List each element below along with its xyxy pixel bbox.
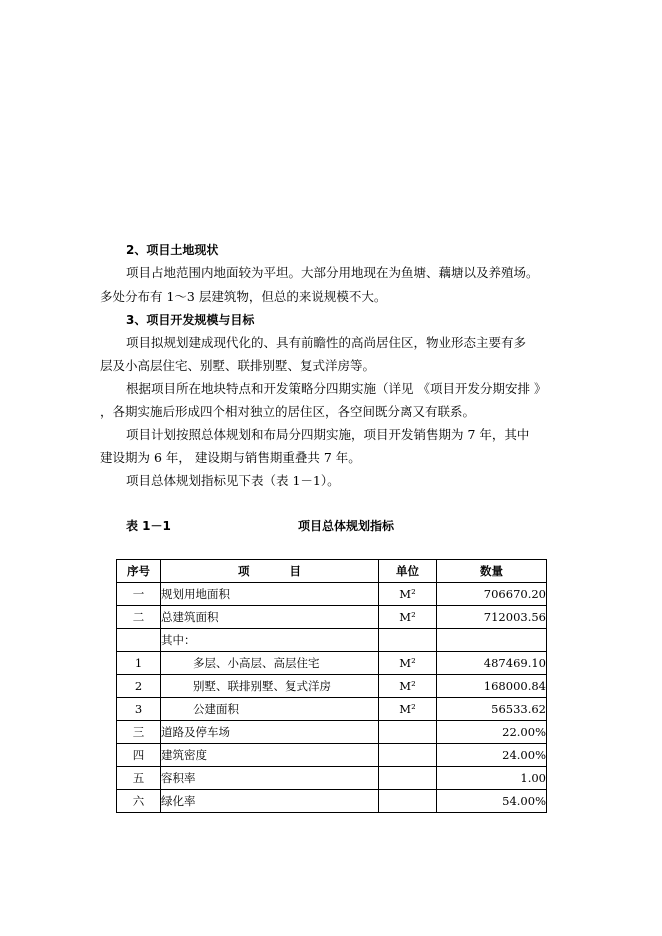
header-unit: 单位 — [379, 560, 437, 583]
row-value — [437, 629, 547, 652]
table-row — [117, 698, 547, 721]
row-unit: M² — [379, 652, 437, 675]
section-2-heading: 2、项目土地现状 — [126, 243, 219, 257]
row-value: 712003.56 — [437, 606, 547, 629]
section-2-paragraph-line-1: 项目占地范围内地面较为平坦。大部分用地现在为鱼塘、藕塘以及养殖场。 — [126, 265, 539, 280]
row-item: 总建筑面积 — [161, 606, 379, 629]
row-item: 公建面积 — [161, 698, 379, 721]
row-index: 2 — [117, 675, 161, 698]
section-3-p1-line-1: 项目拟规划建成现代化的、具有前瞻性的高尚居住区，物业形态主要有多 — [126, 335, 527, 350]
table-number: 表 1－1 — [126, 519, 171, 533]
table-row — [117, 767, 547, 790]
row-item: 建筑密度 — [161, 744, 379, 767]
table-row — [117, 629, 547, 652]
section-3-p3-line-2: 建设期为 6 年， 建设期与销售期重叠共 7 年。 — [100, 450, 361, 465]
row-item: 规划用地面积 — [161, 583, 379, 606]
row-index: 六 — [117, 790, 161, 813]
row-item: 绿化率 — [161, 790, 379, 813]
row-value: 168000.84 — [437, 675, 547, 698]
table-title: 项目总体规划指标 — [298, 519, 395, 533]
header-index: 序号 — [117, 560, 161, 583]
row-unit: M² — [379, 698, 437, 721]
row-index: 三 — [117, 721, 161, 744]
table-row — [117, 721, 547, 744]
table-row — [117, 744, 547, 767]
row-value: 56533.62 — [437, 698, 547, 721]
row-value: 54.00% — [437, 790, 547, 813]
row-index: 四 — [117, 744, 161, 767]
table-row — [117, 675, 547, 698]
section-2-paragraph-line-2: 多处分布有 1～3 层建筑物，但总的来说规模不大。 — [100, 289, 387, 304]
row-item: 容积率 — [161, 767, 379, 790]
section-3-p3-line-1: 项目计划按照总体规划和布局分四期实施，项目开发销售期为 7 年，其中 — [126, 427, 530, 442]
row-index: 二 — [117, 606, 161, 629]
header-item: 项 目 — [161, 560, 379, 583]
table-row — [117, 652, 547, 675]
row-unit — [379, 744, 437, 767]
row-value: 22.00% — [437, 721, 547, 744]
row-value: 1.00 — [437, 767, 547, 790]
header-value: 数量 — [437, 560, 547, 583]
section-3-p2-line-2: ，各期实施后形成四个相对独立的居住区，各空间既分离又有联系。 — [100, 404, 476, 419]
row-unit: M² — [379, 606, 437, 629]
row-unit: M² — [379, 583, 437, 606]
row-index: 1 — [117, 652, 161, 675]
row-unit — [379, 721, 437, 744]
row-unit — [379, 767, 437, 790]
row-unit — [379, 790, 437, 813]
table-row — [117, 606, 547, 629]
section-3-p4-line-1: 项目总体规划指标见下表（表 1－1）。 — [126, 473, 340, 488]
row-item: 多层、小高层、高层住宅 — [161, 652, 379, 675]
planning-index-table — [116, 559, 547, 813]
section-3-p2-line-1: 根据项目所在地块特点和开发策略分四期实施（详见 《项目开发分期安排 》 — [126, 381, 547, 396]
row-unit: M² — [379, 675, 437, 698]
section-3-p1-line-2: 层及小高层住宅、别墅、联排别墅、复式洋房等。 — [100, 358, 376, 373]
row-value: 706670.20 — [437, 583, 547, 606]
row-item: 道路及停车场 — [161, 721, 379, 744]
section-3-heading: 3、项目开发规模与目标 — [126, 313, 255, 327]
row-index: 一 — [117, 583, 161, 606]
row-index — [117, 629, 161, 652]
row-value: 24.00% — [437, 744, 547, 767]
row-index: 五 — [117, 767, 161, 790]
row-item: 其中： — [161, 629, 379, 652]
row-value: 487469.10 — [437, 652, 547, 675]
row-index: 3 — [117, 698, 161, 721]
table-row — [117, 583, 547, 606]
table-header-row — [117, 560, 547, 583]
table-row — [117, 790, 547, 813]
row-unit — [379, 629, 437, 652]
row-item: 别墅、联排别墅、复式洋房 — [161, 675, 379, 698]
